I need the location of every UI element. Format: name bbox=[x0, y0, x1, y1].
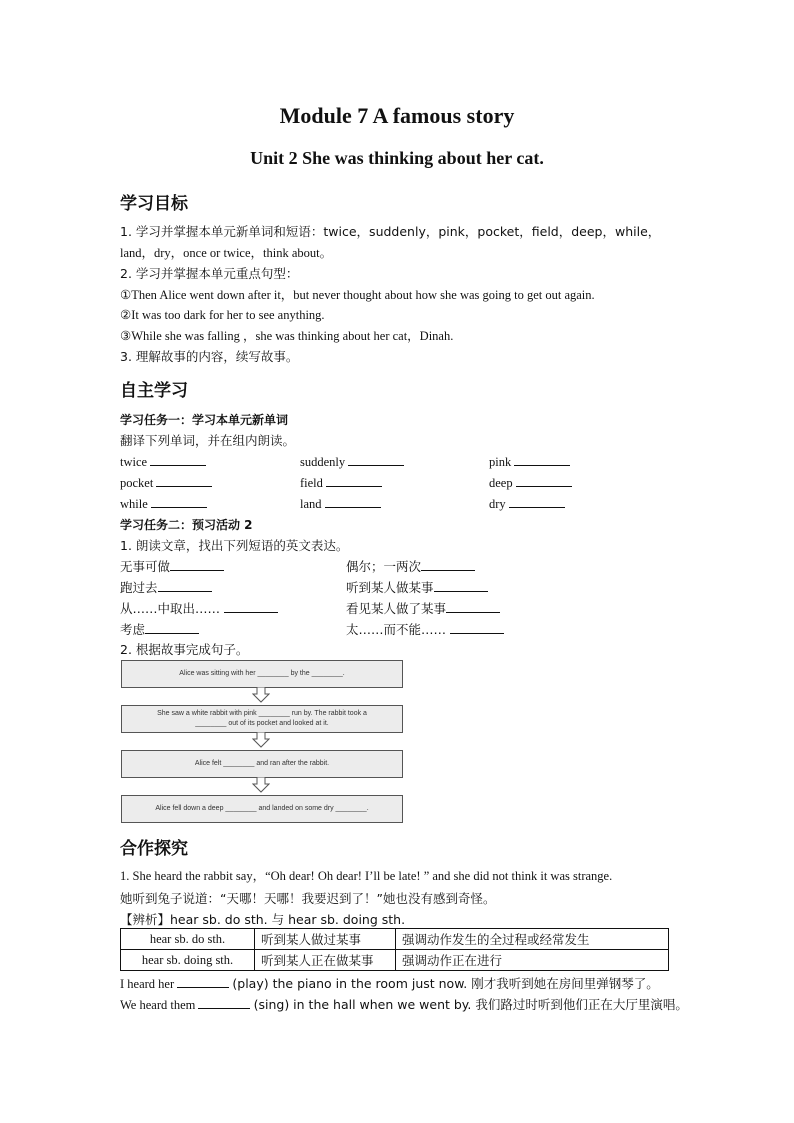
table-row bbox=[121, 950, 669, 971]
self-study-heading: 自主学习 bbox=[120, 381, 188, 401]
exercise-1: I heard her (play) the piano in the room just now. 刚才我听到她在房间里弹钢琴了。 bbox=[120, 976, 659, 991]
table-cell: 听到某人正在做某事 bbox=[255, 950, 396, 971]
objective-line: ②It was too dark for her to see anything. bbox=[120, 308, 325, 322]
objective-line: 2. 学习并掌握本单元重点句型： bbox=[120, 266, 299, 281]
table-cell: 听到某人做过某事 bbox=[255, 929, 396, 950]
objective-line: land，dry，once or twice，think about。 bbox=[120, 246, 333, 260]
page-subtitle: Unit 2 She was thinking about her cat. bbox=[250, 148, 544, 168]
word-item: twice bbox=[120, 453, 206, 470]
example-sentence-en: 1. She heard the rabbit say，“Oh dear! Oh dear! I’ll be late! ” and she did not think it was strange. bbox=[120, 869, 613, 883]
cooperate-heading: 合作探究 bbox=[120, 839, 188, 859]
word-item: dry bbox=[489, 495, 565, 512]
comparison-table bbox=[120, 928, 669, 971]
phrase-item: 偶尔；一两次 bbox=[346, 557, 475, 575]
objectives-heading: 学习目标 bbox=[120, 194, 188, 214]
flow-box-2: She saw a white rabbit with pink ________ run by. The rabbit took a ________ out of its pocket and looked at it. bbox=[121, 705, 403, 733]
example-sentence-cn: 她听到兔子说道：“天哪！天哪！我要迟到了！”她也没有感到奇怪。 bbox=[120, 891, 496, 906]
table-cell: 强调动作正在进行 bbox=[396, 950, 669, 971]
down-arrow-icon bbox=[252, 732, 270, 748]
phrase-item: 从……中取出…… bbox=[120, 599, 278, 617]
down-arrow-icon bbox=[252, 687, 270, 703]
word-item: field bbox=[300, 474, 382, 491]
table-cell: hear sb. doing sth. bbox=[121, 950, 255, 971]
objective-line: ③While she was falling ，she was thinking about her cat，Dinah. bbox=[120, 329, 454, 343]
phrase-item: 无事可做 bbox=[120, 557, 224, 575]
task1-title: 学习任务一：学习本单元新单词 bbox=[120, 413, 289, 427]
task2-item2: 2. 根据故事完成句子。 bbox=[120, 642, 249, 657]
flow-box-3: Alice felt ________ and ran after the rabbit. bbox=[121, 750, 403, 778]
word-item: suddenly bbox=[300, 453, 404, 470]
phrase-item: 跑过去 bbox=[120, 578, 212, 596]
phrase-item: 考虑 bbox=[120, 620, 199, 638]
word-item: while bbox=[120, 495, 207, 512]
word-item: pink bbox=[489, 453, 570, 470]
objective-line: ①Then Alice went down after it，but never thought about how she was going to get out again. bbox=[120, 288, 595, 302]
down-arrow-icon bbox=[252, 777, 270, 793]
table-row bbox=[121, 929, 669, 950]
phrase-item: 看见某人做了某事 bbox=[346, 599, 500, 617]
flow-box-1: Alice was sitting with her ________ by the ________. bbox=[121, 660, 403, 688]
analysis-label: 【辨析】hear sb. do sth. 与 hear sb. doing sth. bbox=[120, 912, 406, 927]
exercise-2: We heard them (sing) in the hall when we went by. 我们路过时听到他们正在大厅里演唱。 bbox=[120, 997, 688, 1012]
page-title: Module 7 A famous story bbox=[279, 103, 515, 128]
objective-line: 3. 理解故事的内容，续写故事。 bbox=[120, 349, 299, 364]
table-cell: 强调动作发生的全过程或经常发生 bbox=[396, 929, 669, 950]
word-item: pocket bbox=[120, 474, 212, 491]
task2-item1: 1. 朗读文章，找出下列短语的英文表达。 bbox=[120, 538, 349, 553]
table-cell: hear sb. do sth. bbox=[121, 929, 255, 950]
word-item: land bbox=[300, 495, 381, 512]
phrase-item: 太……而不能…… bbox=[346, 620, 504, 638]
task1-instruction: 翻译下列单词，并在组内朗读。 bbox=[120, 433, 296, 448]
word-item: deep bbox=[489, 474, 572, 491]
objective-line: 1. 学习并掌握本单元新单词和短语：twice，suddenly，pink，pocket，field，deep，while， bbox=[120, 224, 661, 239]
phrase-item: 听到某人做某事 bbox=[346, 578, 488, 596]
task2-title: 学习任务二：预习活动 2 bbox=[120, 518, 253, 532]
flow-box-4: Alice fell down a deep ________ and landed on some dry ________. bbox=[121, 795, 403, 823]
